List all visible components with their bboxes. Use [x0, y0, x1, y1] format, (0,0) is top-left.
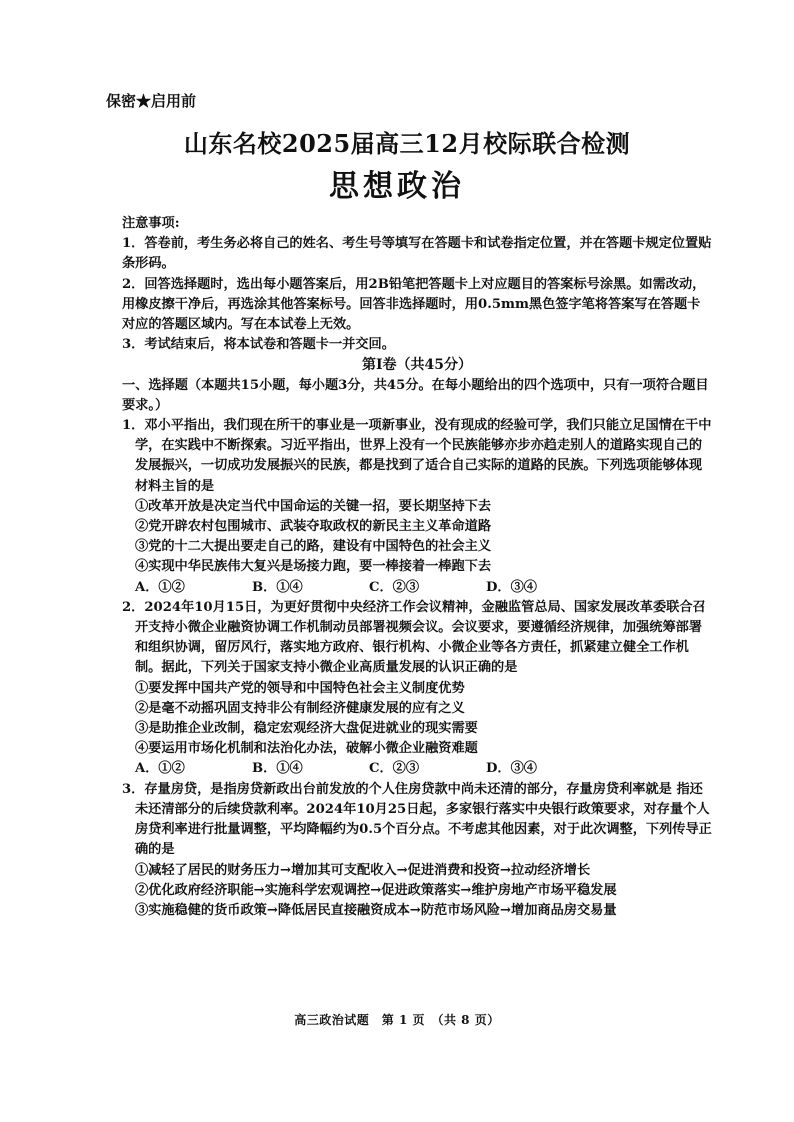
question-option: ②是毫不动摇巩固支持非公有制经济健康发展的应有之义	[135, 700, 465, 716]
question-option: ②优化政府经济职能→实施科学宏观调控→促进政策落实→维护房地产市场平稳发展	[135, 882, 617, 898]
question-1	[122, 416, 712, 598]
question-option: ③实施稳健的货币政策→降低居民直接融资成本→防范市场风险→增加商品房交易量	[135, 902, 617, 918]
question-option: ①要发挥中国共产党的领导和中国特色社会主义制度优势	[135, 680, 465, 696]
choice-c: C．②③	[369, 761, 420, 777]
subject-title: 思想政治	[329, 169, 465, 204]
choice-c: C．②③	[369, 579, 420, 595]
answer-choices	[122, 578, 712, 598]
choice-b: B．①④	[252, 579, 303, 595]
question-option: ③是助推企业改制，稳定宏观经济大盘促进就业的现实需要	[135, 721, 478, 737]
notice-item: 3．考试结束后，将本试卷和答题卡一并交回。	[122, 337, 395, 353]
question-option: ①改革开放是决定当代中国命运的关键一招，要长期坚持下去	[135, 498, 492, 514]
notice-heading: 注意事项:	[122, 216, 180, 231]
exam-title: 山东名校2025届高三12月校际联合检测	[183, 129, 631, 158]
question-option: ①减轻了居民的财务压力→增加其可支配收入→促进消费和投资→拉动经济增长	[135, 862, 591, 878]
question-3	[122, 780, 712, 921]
choice-d: D．③④	[486, 761, 537, 777]
exam-content	[122, 214, 712, 921]
notice-item: 1．答卷前，考生务必将自己的姓名、考生号等填写在答题卡和试卷指定位置，并在答题卡规定位置贴条形码。	[122, 236, 712, 272]
question-option: ④实现中华民族伟大复兴是场接力跑，要一棒接着一棒跑下去	[135, 559, 492, 575]
confidential-label: 保密★启用前	[106, 92, 197, 110]
choice-a: A．①②	[135, 579, 185, 595]
section-title: 第Ⅰ卷（共45分）	[361, 357, 473, 374]
page-footer: 高三政治试题 第 1 页 （共 8 页）	[294, 1013, 500, 1027]
choice-d: D．③④	[486, 579, 537, 595]
choice-a: A．①②	[135, 761, 185, 777]
section-instruction: 一、选择题（本题共15小题，每小题3分，共45分。在每小题给出的四个选项中，只有一项符合题目要求。）	[122, 377, 709, 413]
question-option: ④要运用市场化机制和法治化办法，破解小微企业融资难题	[135, 741, 478, 757]
question-option: ②党开辟农村包围城市、武装夺取政权的新民主主义革命道路	[135, 519, 492, 535]
question-stem: 1．邓小平指出，我们现在所干的事业是一项新事业，没有现成的经验可学，我们只能立足国情在干中学，在实践中不断探索。习近平指出，世界上没有一个民族能够亦步亦趋走别人的道路实现自己的发展振兴，一切成功发展振兴的民族，都是找到了适合自己实际的道路的民族。下列选项能够体现材料主旨的是	[122, 418, 712, 494]
question-stem: 3．存量房贷，是指房贷新政出台前发放的个人住房贷款中尚未还清的部分，存量房贷利率就是 指还未还清部分的后续贷款利率。2024年10月25日起，多家银行落实中央银行政策要求，对存量个人房贷利率进行批量调整，平均降幅约为0.5个百分点。不考虑其他因素，对于此次调整，下列传导正确的是	[122, 781, 712, 858]
question-option: ③党的十二大提出要走自己的路，建设有中国特色的社会主义	[135, 539, 492, 555]
answer-choices	[122, 759, 712, 779]
notice-item: 2．回答选择题时，选出每小题答案后，用2B铅笔把答题卡上对应题目的答案标号涂黑。如需改动，用橡皮擦干净后，再选涂其他答案标号。回答非选择题时，用0.5mm黑色签字笔将答案写在答题卡对应的答题区域内。写在本试卷上无效。	[122, 276, 706, 333]
choice-b: B．①④	[252, 761, 303, 777]
question-2	[122, 598, 712, 780]
question-stem: 2．2024年10月15日，为更好贯彻中央经济工作会议精神，金融监管总局、国家发展改革委联合召开支持小微企业融资协调工作机制动员部署视频会议。会议要求，要遵循经济规律，加强统筹部署和组织协调，留厉风行，落实地方政府、银行机构、小微企业等各方责任，抓紧建立健全工作机制。据此，下列关于国家支持小微企业高质量发展的认识正确的是	[122, 599, 706, 676]
